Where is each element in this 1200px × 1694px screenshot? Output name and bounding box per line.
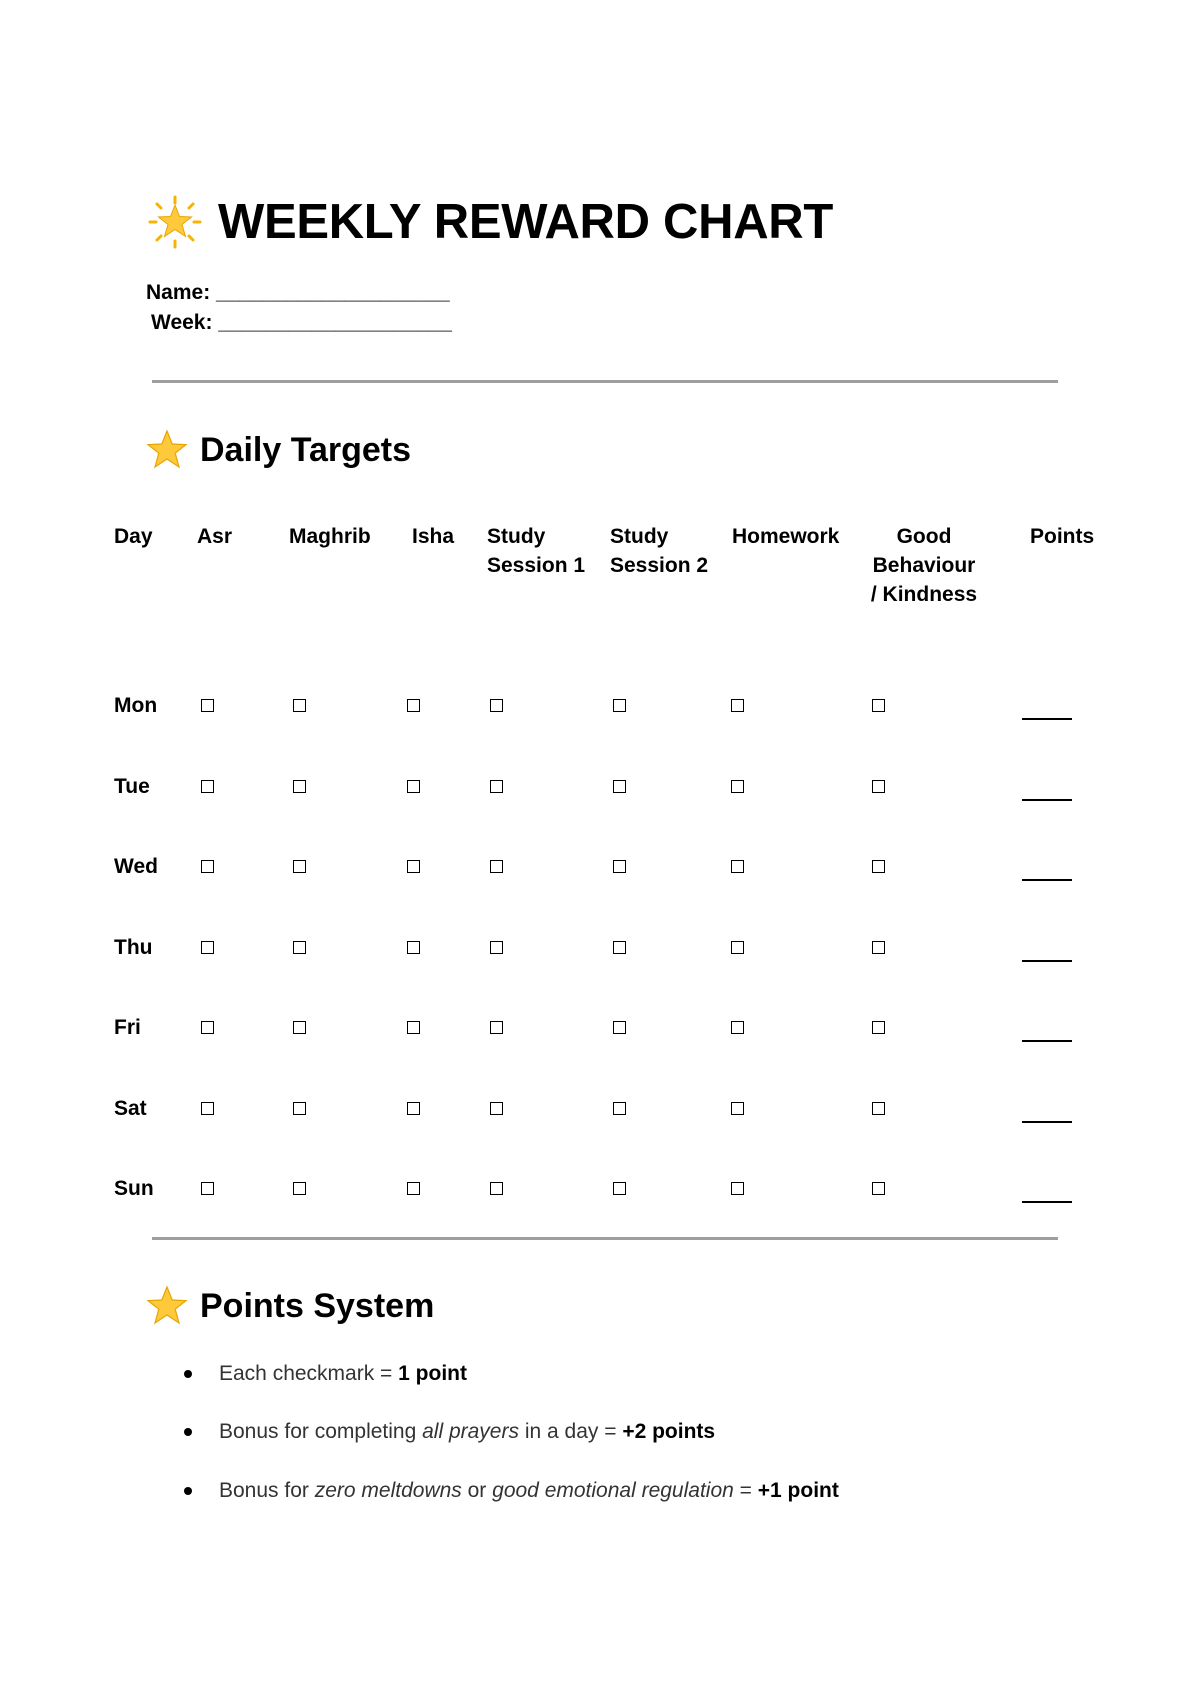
points-blank[interactable] (1022, 1121, 1072, 1123)
points-rule-all-prayers (219, 1420, 715, 1444)
column-header-isha: Isha (412, 525, 455, 548)
points-rule-value: +1 point (757, 1479, 839, 1502)
checkbox-homework[interactable] (731, 860, 744, 873)
row-label-tue: Tue (114, 774, 150, 798)
checkbox-good-behaviour[interactable] (872, 1021, 885, 1034)
checkbox-good-behaviour[interactable] (872, 1182, 885, 1195)
checkbox-isha[interactable] (407, 1182, 420, 1195)
name-label: Name: (146, 281, 211, 304)
checkbox-study-session-2[interactable] (613, 860, 626, 873)
column-header-asr: Asr (197, 525, 233, 548)
checkbox-maghrib[interactable] (293, 699, 306, 712)
checkbox-study-session-2[interactable] (613, 1021, 626, 1034)
points-rule-emotional-regulation (219, 1479, 839, 1503)
checkbox-isha[interactable] (407, 780, 420, 793)
checkbox-asr[interactable] (201, 860, 214, 873)
row-label-sat: Sat (114, 1096, 147, 1120)
checkbox-study-session-1[interactable] (490, 1021, 503, 1034)
checkbox-study-session-1[interactable] (490, 699, 503, 712)
row-label-sun: Sun (114, 1177, 154, 1200)
checkbox-homework[interactable] (731, 1102, 744, 1115)
page-title: WEEKLY REWARD CHART (218, 195, 834, 249)
row-label-thu: Thu (114, 935, 153, 959)
checkbox-good-behaviour[interactable] (872, 780, 885, 793)
points-blank[interactable] (1022, 960, 1072, 962)
checkbox-homework[interactable] (731, 699, 744, 712)
checkbox-study-session-2[interactable] (613, 1102, 626, 1115)
points-rule-emphasis: good emotional regulation (492, 1479, 734, 1502)
column-header-study-session-1: Study Session 1 (487, 525, 586, 577)
points-rule-text: in a day = (518, 1420, 623, 1443)
checkbox-good-behaviour[interactable] (872, 699, 885, 712)
points-rule-value: 1 point (398, 1362, 467, 1385)
checkbox-homework[interactable] (731, 1182, 744, 1195)
points-blank[interactable] (1022, 799, 1072, 801)
week-field (151, 311, 452, 335)
checkbox-maghrib[interactable] (293, 1102, 306, 1115)
column-header-good-behaviour: Good Behaviour / Kindness (870, 525, 978, 606)
points-rule-emphasis: all prayers (422, 1420, 519, 1443)
points-blank[interactable] (1022, 879, 1072, 881)
week-label: Week: (151, 311, 213, 334)
checkbox-maghrib[interactable] (293, 1021, 306, 1034)
points-rule-text: or (461, 1479, 493, 1502)
star-icon (146, 1285, 188, 1327)
checkbox-study-session-2[interactable] (613, 1182, 626, 1195)
checkbox-homework[interactable] (731, 941, 744, 954)
points-rule-text: Bonus for (219, 1479, 315, 1502)
checkbox-isha[interactable] (407, 941, 420, 954)
name-blank: ____________________ (216, 281, 450, 304)
row-label-mon: Mon (114, 694, 158, 717)
points-system-heading: Points System (200, 1286, 435, 1325)
checkbox-asr[interactable] (201, 1182, 214, 1195)
checkbox-homework[interactable] (731, 1021, 744, 1034)
checkbox-study-session-1[interactable] (490, 860, 503, 873)
bullet-dot (184, 1428, 192, 1436)
column-header-maghrib: Maghrib (289, 525, 371, 548)
checkbox-study-session-2[interactable] (613, 941, 626, 954)
checkbox-study-session-1[interactable] (490, 1182, 503, 1195)
checkbox-study-session-1[interactable] (490, 780, 503, 793)
name-field (146, 281, 450, 305)
star-icon (146, 429, 188, 471)
checkbox-maghrib[interactable] (293, 941, 306, 954)
checkbox-study-session-2[interactable] (613, 780, 626, 793)
daily-targets-heading: Daily Targets (200, 430, 412, 469)
checkbox-good-behaviour[interactable] (872, 1102, 885, 1115)
checkbox-homework[interactable] (731, 780, 744, 793)
row-label-fri: Fri (114, 1016, 141, 1039)
checkbox-asr[interactable] (201, 1102, 214, 1115)
checkbox-good-behaviour[interactable] (872, 860, 885, 873)
points-rule-checkmark (219, 1362, 467, 1386)
points-rule-text: Each checkmark = (219, 1362, 399, 1385)
checkbox-asr[interactable] (201, 941, 214, 954)
checkbox-maghrib[interactable] (293, 860, 306, 873)
checkbox-study-session-2[interactable] (613, 699, 626, 712)
bullet-dot (184, 1487, 192, 1495)
checkbox-isha[interactable] (407, 699, 420, 712)
column-header-points: Points (1030, 525, 1095, 548)
checkbox-maghrib[interactable] (293, 780, 306, 793)
checkbox-maghrib[interactable] (293, 1182, 306, 1195)
divider (152, 380, 1058, 383)
checkbox-asr[interactable] (201, 699, 214, 712)
daily-targets-heading-row (146, 427, 411, 473)
points-blank[interactable] (1022, 718, 1072, 720)
points-rule-value: +2 points (622, 1420, 716, 1443)
points-blank[interactable] (1022, 1201, 1072, 1203)
column-header-homework: Homework (732, 525, 840, 548)
divider (152, 1237, 1058, 1240)
checkbox-isha[interactable] (407, 1102, 420, 1115)
points-rule-emphasis: zero meltdowns (314, 1479, 462, 1502)
checkbox-study-session-1[interactable] (490, 941, 503, 954)
checkbox-isha[interactable] (407, 1021, 420, 1034)
points-rule-text: Bonus for completing (219, 1420, 423, 1443)
week-blank: ____________________ (218, 311, 452, 334)
glowing-star-icon (148, 195, 202, 249)
column-header-day: Day (114, 525, 153, 548)
checkbox-asr[interactable] (201, 1021, 214, 1034)
column-header-study-session-2: Study Session 2 (610, 525, 709, 577)
page-title-row (148, 192, 833, 252)
points-system-heading-row (146, 1283, 434, 1329)
points-blank[interactable] (1022, 1040, 1072, 1042)
checkbox-study-session-1[interactable] (490, 1102, 503, 1115)
points-rule-text: = (733, 1479, 758, 1502)
row-label-wed: Wed (114, 855, 158, 878)
checkbox-isha[interactable] (407, 860, 420, 873)
checkbox-asr[interactable] (201, 780, 214, 793)
checkbox-good-behaviour[interactable] (872, 941, 885, 954)
bullet-dot (184, 1370, 192, 1378)
